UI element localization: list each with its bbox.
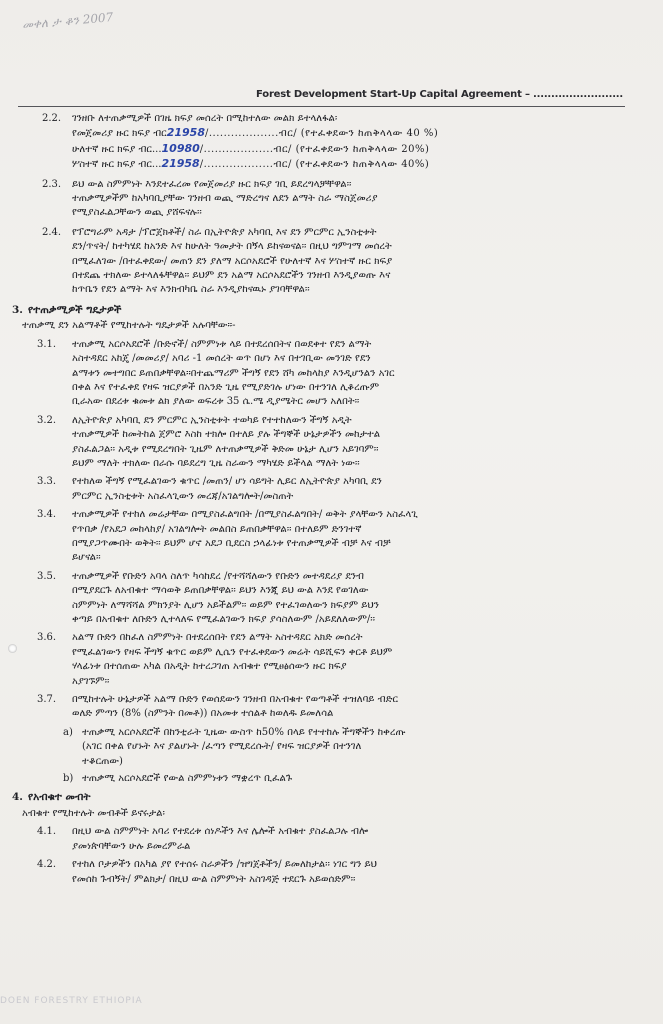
clause-3-6 [0,631,663,689]
clause-line: የሚያስፈልጋቸውን ወጪ ያሸፍናሉ፡፡ [72,207,202,219]
payment-rest: /...................ብር/ (የተፈቀደውን ከጠቅላላው 40%) [199,159,430,171]
payment-label: ሦስተኛ ዙር ክፍያ ብር... [72,159,162,171]
clause-line: አስተዳደር አከጄ /መመሪያ/ አባሪ -1 መሰረት ወጥ በሆነ እና በተገቢው መንገድ የደን [72,353,371,365]
clause-line: በተደጨ ተክለው ይተላለፋቸዋል፡፡ ይህም ደን አልማ አርሶአደሮችን ገንዘብ እንዲያወጡ እና [72,270,391,282]
clause-line: ይህም ማለት ተክለው በራሱ ባይደረግ ጊዜ ስራውን ማካሄድ ይችላል ማለት ነው፡፡ [72,457,360,469]
clause-line: በሚያደርጉ ለአብቁተ ማሳወቅ ይጠበቃቸዋል፡፡ ይህን እንጂ ይህ ውል እንደ የወገለው [72,585,369,597]
clause-line: ቀጣይ በአብቁተ ለቡድን ሊተላለፍ የሚፈልገውን ክፍያ ያሳስለውም /አይደለለውም/፡፡ [72,614,376,625]
handwritten-amount: 21958 [161,157,200,171]
section-4-lead: አብቁተ የሚከተሉት መብቶች ይኖሩታል፡ [22,807,165,819]
handwritten-amount: 21958 [166,126,205,140]
clause-number: 2.3. [42,178,62,190]
payment-label: የመጀመሪያ ዙር ክፍያ ብር [72,128,167,140]
clause-line: ተጠቃሚዎች የተከለ መሬታቸው በሚያስፈልግበት /በሚያስፈልግበት/ ወቅት ያላቸውን አስፈላጊ [72,509,418,521]
clause-line: ልማቱን መተግበር ይጠበቃቸዋል።በተጨማሪም ችግኝ የደን ሸካ መከላከያ እንዲሆንልን አገር [72,367,395,379]
clause-number: 2.2. [42,113,62,124]
clause-number: 3.5. [37,570,57,582]
clause-line: ተጠቃሚ አርሶአደሮች /ቡድኖች/ ስምምነቱ ላይ በተደረሰበትና በወደቀተ የደን ልማት [72,338,372,350]
clause-3-7 [0,693,663,722]
clause-number: 3.7. [37,694,57,706]
header-divider [18,106,625,107]
faded-stamp: DOEN FORESTRY ETHIOPIA [0,996,143,1006]
sub-clause-marker: b) [63,773,74,785]
clause-3-3 [0,475,663,504]
clause-line: የጥበቃ /የአደጋ መከላከያ/ አገልግሎት መልበስ ይጠበቃቸዋል፡፡ በተለይም ድንገተኛ [72,523,362,535]
handwritten-amount: 10980 [161,141,200,155]
clause-number: 4.1. [37,826,57,838]
clause-3-1 [0,338,663,410]
clause-line: በሚፈለገው /በተፈቀደው/ መጠን ደን ያለማ አርሶአደሮች የሁለተኛ እና ሦስተኛ ዙር ክፍያ [72,255,393,267]
payment-rest: /...................ብር/ (የተፈቀደውን ከጠቅላላው 40 %) [204,128,439,140]
clause-line: ያመነጵባቸውን ሁሉ ይመረምራል [72,840,191,852]
clause-line: (አገር በቀል የሆኑት እና ያልሆኑት /ፈጣን የሚደረሱት/ የዛፍ ዝርያዎች በተንገለ [82,741,362,753]
clause-number: 3.6. [37,632,57,644]
clause-number: 3.4. [37,509,57,521]
clause-line: ይሆናል፡፡ [72,552,101,564]
header-title-text: Forest Development Start-Up Capital Agreement [256,89,522,100]
sub-clause-b [0,772,663,786]
clause-4-2 [0,858,663,887]
section-number: 3. [12,303,23,316]
payment-row-2 [72,142,663,157]
clause-line: ተጠቃሚዎችም ከአካባቢያቸው ገንዘብ ወጪ ማድረግና ለደን ልማት ስራ ማስጀመሪያ [72,193,378,205]
header-title [256,89,623,100]
clause-line: በቀል እና የተፈቀደ የዛፍ ዝርያዎች በአንድ ጊዜ የሚያድገሉ ሆነው በተንገለ ሊቆረጡም [72,381,380,393]
clause-line: አያገኙም፡፡ [72,675,110,687]
payment-label: ሁለተኛ ዙር ክፍያ ብር... [72,143,162,155]
clause-4-1 [0,825,663,854]
clause-number: 4.2. [37,859,57,871]
clause-number: 3.1. [37,338,57,350]
clause-2-3 [0,178,663,221]
handwritten-scrawl: መቀለ ታ ቆን 2007 [21,10,114,32]
clause-line: የፕሮግራም አዳታ /ፕሮጀክቶች/ ስራ በኢትዮጵያ አካባቢ እና ደን ምርምር ኢንስቲቱት [72,226,377,238]
clause-line: ተጠቃሚዎች ከመትከል ጀምሮ እስከ ተክሎ በተለይ ያሉ ችግኞች ሁኔታዎችን መከታተል [72,429,381,441]
payment-row-1 [72,126,663,141]
clause-line: ከጥቤን የደን ልማት እና እንክብካቤ ስራ እንዲያከናዉኑ ያገባቸዋል፡፡ [72,284,310,296]
payment-row-3 [72,157,663,172]
clause-3-4 [0,508,663,566]
clause-line: ስምምነት ለማሻሻል ምክንያት ሊሆን አይችልም፡፡ ወይም የተፈገወለውን ክፍያም ይህን [72,599,379,611]
clause-line: በሚያጋጥሙበት ወቅት፡፡ ይህም ሆኖ አደጋ ቢደርስ ኃላፊነቱ የተጠቃሚዎች ብቻ እና ብቻ [72,537,391,549]
clause-line: ቢራአው በደረቱ ቁመቱ ልክ ያለው ወፍረቱ 35 ሴ.ሜ ዲያሜትር መሆን አለበት፡፡ [72,396,360,408]
clause-line: ተጠቃሚዎች የቡድን አባላ ስለጥ ካሳከደረ /የተሻሻለውን የቡድን መተዳደሪያ ደንብ [72,570,364,582]
clause-line: ደን/ጥናት/ ከተካሄደ ከአንድ እና ከሁለት ዓመታት በኝላ ይከናወናል፡፡ በዚህ ግምገማ መሰረት [72,241,392,253]
clause-line: የተከለ ቦታዎችን በአካል ያየ የተሰሩ ስራዎችን /ዝግጀቶችን/ ይመለከታል፡፡ ነገር ግን ይህ [72,859,377,871]
clause-line: ተጠቃሚ አርሶአደሮች በከንቲራት ጊዜው ውስጥ ከ50% በላይ የተተከሉ ችግኞችን ከቀረጡ [82,726,406,738]
sub-clause-marker: a) [63,726,73,738]
section-number: 4. [12,791,23,804]
clause-line: የመሰከ ጉብኝት/ ምልክታ/ በዚህ ውል ስምምነት አስገዳጅ ተደርጉ አይወሰድም፡፡ [72,873,356,885]
clause-line: ያስፈልጋል፡፡ አዲቱ የሚደረግበት ጊዜም ለተጠቃሚዎች ቅድመ ሁኔታ ሊሆን አይገባም፡፡ [72,443,379,455]
document-body [0,112,663,1002]
clause-line: ወለድ ምጣን (8% (ስምንት በመቶ)) በአመቱ ተሰልቶ ከወለዱ ይመለሳል [72,708,334,720]
section-4-heading [0,790,663,804]
clause-number: 3.3. [37,476,57,488]
clause-line: የተከለወ ችግኝ የሚፈልገውን ቁጥር /መጠን/ ሆነ ሳይግት ሊይር ለኢትዮጵያ አካባቢ ደን [72,476,382,488]
section-3-heading [0,303,663,317]
clause-line: ይህ ውል ስምምነት እንደተፈረመ የመጀመሪያ ዙር ክፍያ ገቢ ይደረግላቻቸዋል፡፡ [72,178,352,190]
clause-2-2 [0,112,663,173]
clause-line: ለኢትዮጵያ አካባቢ ደን ምርምር ኢንስቲቱት ተወካይ የተተከለውን ችግኝ አዲት [72,414,352,426]
sub-clause-a [0,726,663,769]
clause-line: በዚህ ውል ስምምነት አባሪ የተደረቱ ሰነዶችን እና ሌሎች አብቁተ ያስፈልጋሉ ብሎ [72,826,369,838]
clause-number: 2.4. [42,226,62,238]
clause-number: 3.2. [37,414,57,426]
section-3-lead: ተጠቃሚ ደን አልማቶች የሚከተሉት ግዴታዎች አሉባቸው።- [22,320,236,332]
clause-line: ሃላፊነቱ በተሰጠው አካል በአዲት ከተረጋገጠ አብቁተ የሚፀፅሰውን ዙር ክፍያ [72,661,347,673]
clause-text: ገንዘቡ ለተጠቃሚዎች በገዜ ክፍያ መሰረት በሚከተለው መልክ ይተላለፋል፡ [72,113,338,124]
clause-2-4 [0,226,663,298]
header-title-dashes: – ......................... [521,89,623,100]
payment-rest: /...................ብር/ (የተፈቀደውን ከጠቅላላው 20%) [199,143,430,155]
clause-line: ተቆርጠው) [82,755,123,767]
section-title: የአብቁተ መብት [28,791,91,804]
clause-line: የሚፈልገውን የዛፍ ችግኝ ቁጥር ወይም ሊሴን የተፈቀደውን መሬት ሳይሺፍን ቀርቶ ይህም [72,646,393,658]
clause-line: ተጠቃሚ አርሶአደሮች የውል ስምምነቱን ማቋረጥ ቢፈልጉ [82,773,293,785]
clause-3-5 [0,570,663,628]
clause-line: በሚከተሉት ሁኔታዎች አልማ ቡድን የወሰደውን ገንዘብ በአብቁተ የወጣቶች ተዝለባይ ብድር [72,694,399,706]
section-title: የተጠቃሚዎች ግዴታዎች [28,303,122,316]
clause-3-2 [0,414,663,472]
clause-line: ምርምር ኢንስቲቱት አስፈላጊውን መረጃ/አገልግሎት/መስጠት [72,490,294,502]
clause-line: አልማ ቡድን በከፈለ ስምምነት በተደረሰበት የደን ልማት አስተዳደር አክድ መሰረት [72,632,363,644]
